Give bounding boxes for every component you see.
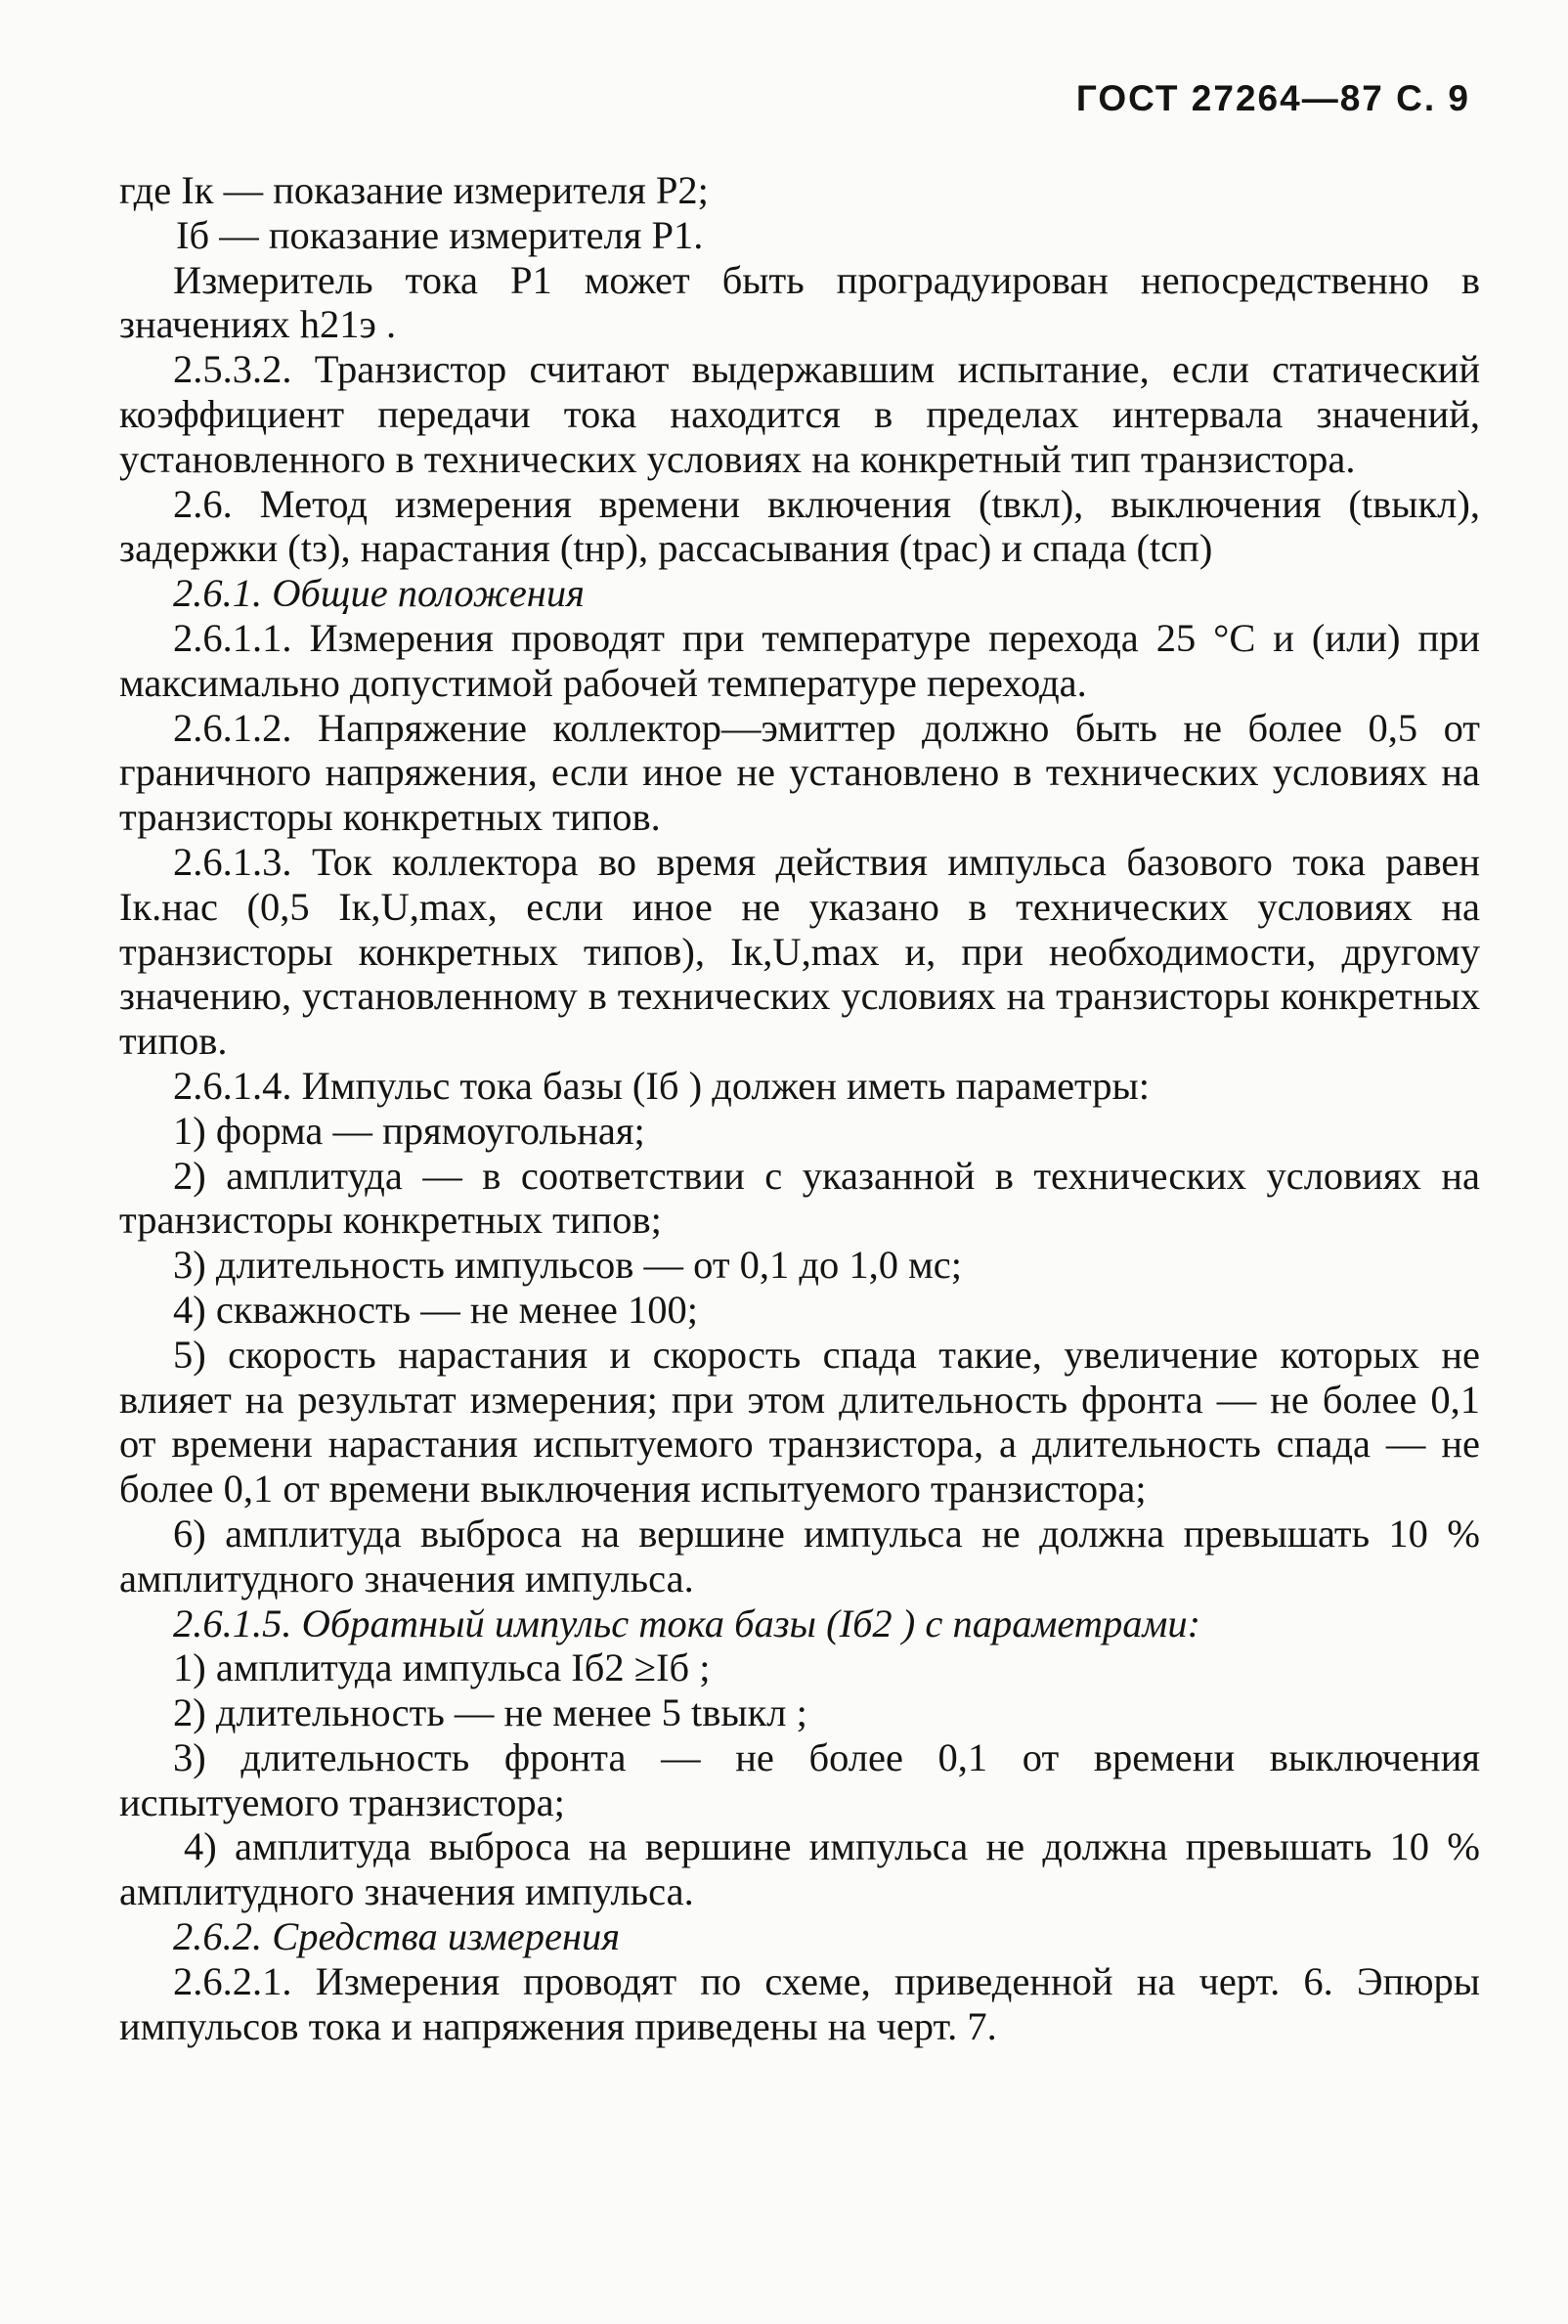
subsection-heading: 2.6.1. Общие положения bbox=[173, 571, 585, 616]
list-item: 1) амплитуда импульса Iб2 ≥Iб ; bbox=[173, 1645, 711, 1690]
paragraph: Iб — показание измерителя P1. bbox=[176, 212, 704, 257]
paragraph: Измеритель тока P1 может быть проградуирован непосредственно в значениях h21э . bbox=[119, 257, 1480, 347]
paragraph: 2.6.1.1. Измерения проводят при температуре перехода 25 °С и (или) при максимально допустимой рабочей температуре перехода. bbox=[119, 615, 1480, 705]
document-body bbox=[119, 168, 1480, 2048]
section-heading: 2.6. Метод измерения времени включения (tвкл), выключения (tвыкл), задержки (tз), нарастания (tнр), рассасывания (tрас) и спада (tсп) bbox=[119, 481, 1480, 571]
list-item: 2) амплитуда — в соответствии с указанной в технических условиях на транзисторы конкретных типов; bbox=[119, 1153, 1480, 1243]
list-item: 4) скважность — не менее 100; bbox=[173, 1287, 699, 1332]
paragraph: 2.6.1.2. Напряжение коллектор—эмиттер должно быть не более 0,5 от граничного напряжения, если иное не установлено в технических условиях на транзисторы конкретных типов. bbox=[119, 705, 1480, 840]
paragraph: 2.6.1.3. Ток коллектора во время действия импульса базового тока равен Iк.нас (0,5 Iк,U,max, если иное не указано в технических условиях на транзисторы конкретных типов), Iк,U,max и, при необходимости, другому значению, установленному в технических условиях на транзисторы конкретных типов. bbox=[119, 839, 1480, 1064]
list-item: 1) форма — прямоугольная; bbox=[173, 1108, 645, 1153]
list-item: 5) скорость нарастания и скорость спада такие, увеличение которых не влияет на результат измерения; при этом длительность фронта — не более 0,1 от времени нарастания испытуемого транзистора, а длительность спада — не более 0,1 от времени выключения испытуемого транзистора; bbox=[119, 1332, 1480, 1512]
list-item: 3) длительность фронта — не более 0,1 от времени выключения испытуемого транзистора; bbox=[119, 1734, 1480, 1824]
paragraph: 2.5.3.2. Транзистор считают выдержавшим испытание, если статический коэффициент передачи тока находится в пределах интервала значений, установленного в технических условиях на конкретный тип транзистора. bbox=[119, 347, 1480, 481]
subsection-heading: 2.6.2. Средства измерения bbox=[173, 1914, 621, 1959]
list-item: 4) амплитуда выброса на вершине импульса не должна превышать 10 % амплитудного значения импульса. bbox=[119, 1824, 1480, 1914]
paragraph: 2.6.1.4. Импульс тока базы (Iб ) должен иметь параметры: bbox=[173, 1063, 1150, 1108]
list-item: 2) длительность — не менее 5 tвыкл ; bbox=[173, 1690, 807, 1735]
paragraph: 2.6.2.1. Измерения проводят по схеме, приведенной на черт. 6. Эпюры импульсов тока и напряжения приведены на черт. 7. bbox=[119, 1958, 1480, 2048]
list-item: 3) длительность импульсов — от 0,1 до 1,0 мс; bbox=[173, 1243, 963, 1288]
paragraph: 2.6.1.5. Обратный импульс тока базы (Iб2 ) с параметрами: bbox=[173, 1600, 1201, 1645]
paragraph: где Iк — показание измерителя P2; bbox=[119, 168, 709, 212]
page-header: ГОСТ 27264—87 С. 9 bbox=[1075, 78, 1470, 118]
list-item: 6) амплитуда выброса на вершине импульса не должна превышать 10 % амплитудного значения импульса. bbox=[119, 1511, 1480, 1600]
